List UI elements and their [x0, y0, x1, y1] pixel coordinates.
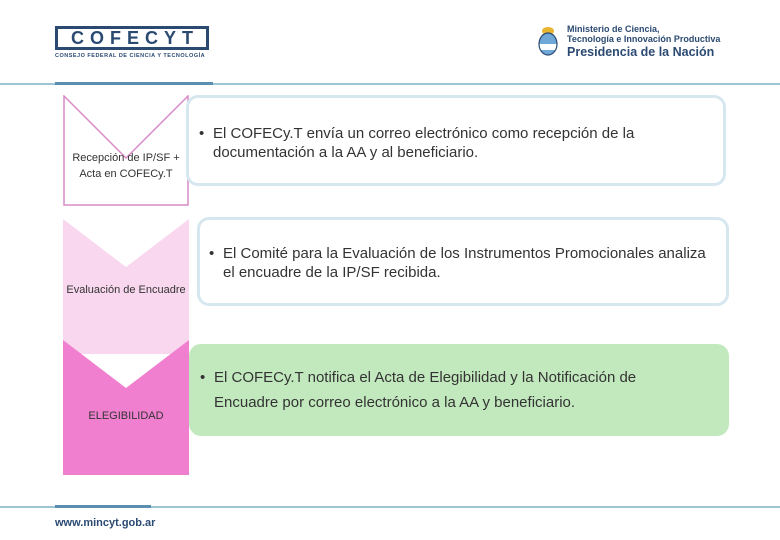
- step-chevron-evaluation: [63, 219, 189, 354]
- step-text-eligibility: El COFECy.T notifica el Acta de Elegibilidad y la Notificación de Encuadre por correo electrónico a la AA y beneficiario.: [214, 369, 637, 411]
- step-label-eligibility: ELEGIBILIDAD: [88, 410, 164, 422]
- header-divider-accent: [55, 82, 213, 85]
- step-description-eligibility: [189, 344, 729, 436]
- bullet: •: [200, 369, 206, 386]
- cofecyt-logo: [55, 26, 209, 59]
- step-text-reception: El COFECy.T envía un correo electrónico como recepción de la documentación a la AA y al beneficiario.: [213, 125, 635, 161]
- footer-website-link[interactable]: www.mincyt.gob.ar: [55, 517, 156, 529]
- national-seal-icon: [536, 25, 560, 57]
- bullet: •: [209, 245, 215, 262]
- footer-divider-accent: [55, 505, 151, 508]
- ministry-logo: [536, 25, 720, 60]
- step-label-evaluation: Evaluación de Encuadre: [66, 284, 186, 296]
- chevron-shape: [63, 340, 189, 475]
- step-description-reception: [186, 95, 726, 186]
- bullet: •: [199, 125, 205, 142]
- step-label-reception: Recepción de IP/SF + Acta en COFECy.T: [72, 152, 180, 180]
- step-text-evaluation: El Comité para la Evaluación de los Instrumentos Promocionales analiza el encuadre de la IP/SF recibida.: [223, 245, 706, 281]
- ministry-line-3: Presidencia de la Nación: [567, 44, 715, 59]
- step-chevron-reception: [63, 95, 189, 207]
- cofecyt-logo-subtitle: CONSEJO FEDERAL DE CIENCIA Y TECNOLOGÍA: [55, 53, 206, 59]
- step-chevron-eligibility: [63, 340, 189, 475]
- cofecyt-logo-text: COFECYT: [55, 26, 209, 50]
- ministry-line-2: Tecnología e Innovación Productiva: [567, 33, 721, 44]
- step-description-evaluation: [197, 217, 729, 306]
- ministry-line-1: Ministerio de Ciencia,: [567, 24, 660, 34]
